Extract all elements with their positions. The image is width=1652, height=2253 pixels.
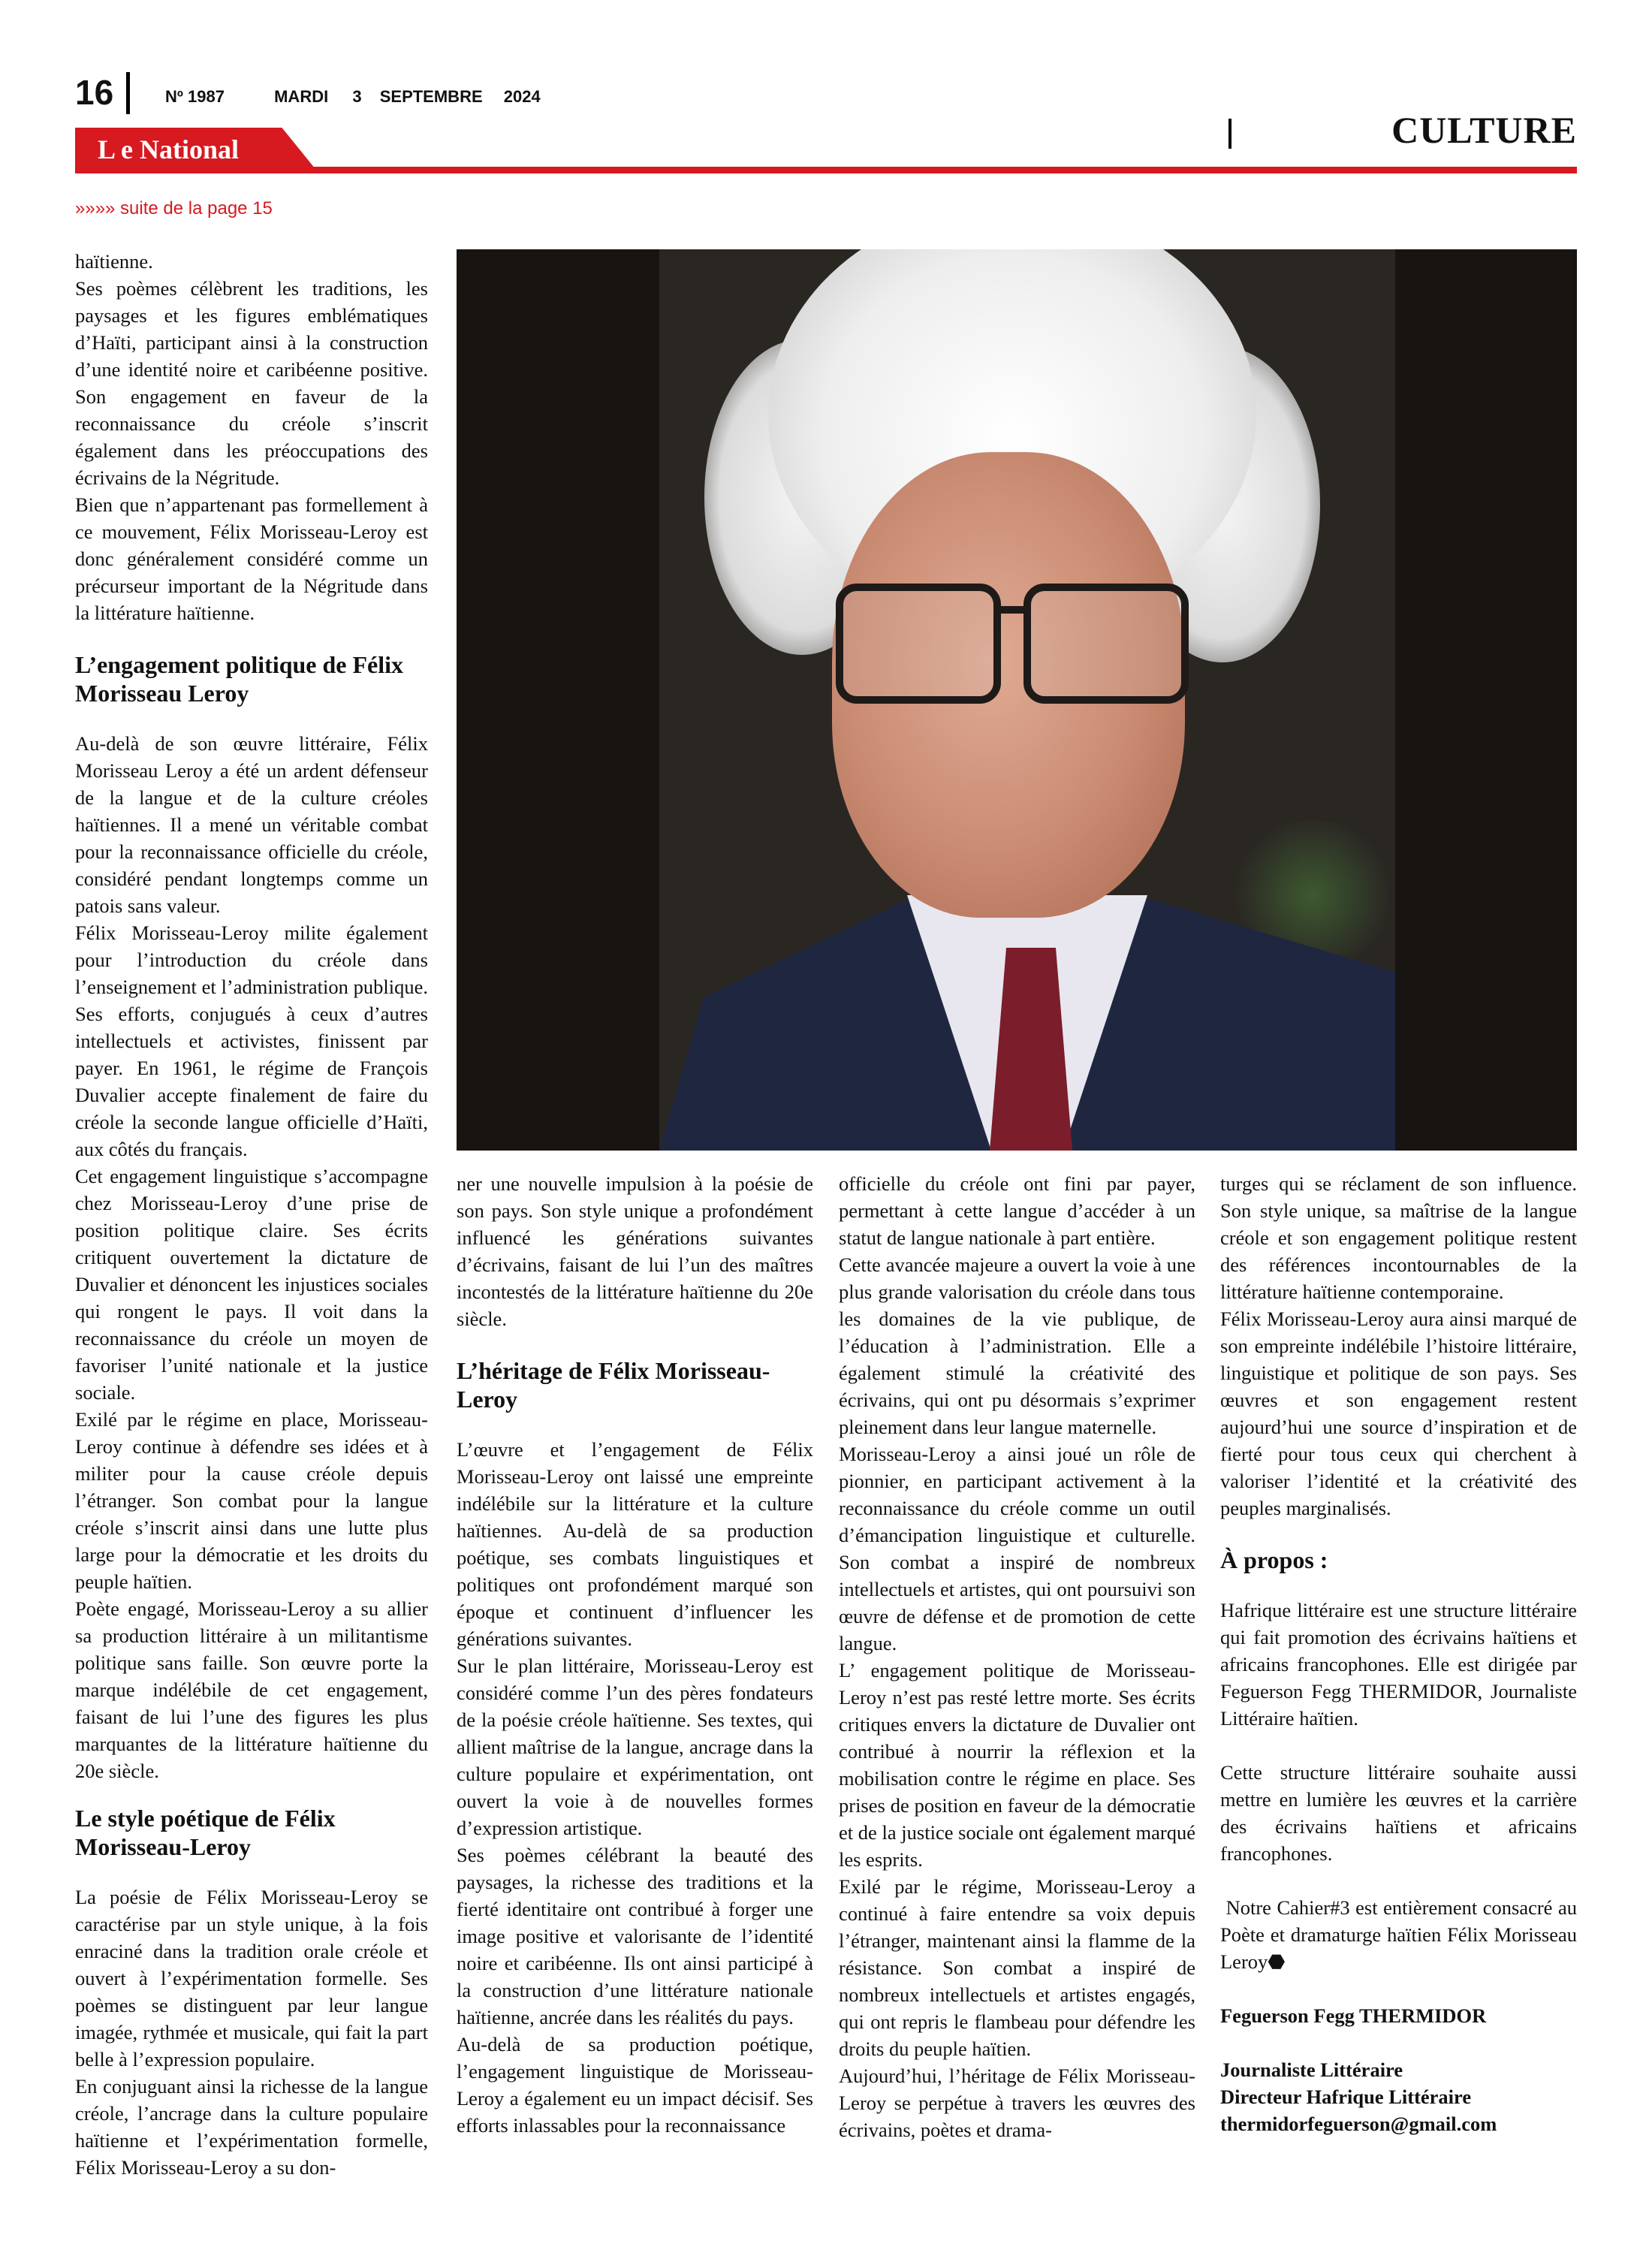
paragraph: Cette structure littéraire souhaite aussi mettre en lumière les œuvres et la carrière des écrivains haïtiens et africains francophones.: [1220, 1761, 1577, 1865]
header-divider: [126, 72, 130, 114]
paragraph: Au-delà de sa production poétique, l’engagement linguistique de Morisseau-Leroy a également eu un impact décisif. Ses efforts inlassables pour la reconnaissance: [457, 2033, 813, 2137]
article-column-2: [457, 1170, 813, 2139]
portrait-photo: [457, 249, 1577, 1151]
paragraph: Cette avancée majeure a ouvert la voie à une plus grande valorisation du créole dans tous les domaines de la vie publique, de l’éducation à l’administration. Elle a également stimulé la créativité des écrivains, qui ont pu désormais s’exprimer pleinement dans leur langue maternelle.: [839, 1253, 1195, 1438]
paragraph: Félix Morisseau-Leroy milite également pour l’introduction du créole dans l’enseignement et l’administration publique. Ses efforts, conjugués à ceux d’autres intellectuels et activistes, finissent par payer. En 1961, le régime de François Duvalier accepte finalement de faire du créole la seconde langue officielle d’Haïti, aux côtés du français.: [75, 921, 428, 1160]
paragraph: Morisseau-Leroy a ainsi joué un rôle de pionnier, en participant activement à la reconnaissance du créole comme un outil d’émancipation linguistique et culturelle. Son combat a inspiré de nombreux intellectuels et artistes, qui ont poursuivi son œuvre de défense et de promotion de cette langue.: [839, 1443, 1195, 1654]
newspaper-logo: L e National: [98, 134, 240, 164]
paragraph: Cet engagement linguistique s’accompagne chez Morisseau-Leroy d’une prise de position politique claire. Ses écrits critiquent ouvertement la dictature de Duvalier et dénoncent les injustices sociales qui rongent le pays. Il voit dans la reconnaissance du créole un moyen de favoriser l’unité nationale et la justice sociale.: [75, 1165, 428, 1404]
paragraph: Aujourd’hui, l’héritage de Félix Morisseau-Leroy se perpétue à travers les œuvres des écrivains, poètes et drama-: [839, 2064, 1195, 2141]
page-number: 16: [75, 73, 114, 112]
paragraph: La poésie de Félix Morisseau-Leroy se caractérise par un style unique, à la fois enraciné dans la tradition orale créole et ouvert à l’expérimentation formelle. Ses poèmes se distinguent par leur langue imagée, rythmée et musicale, qui fait la part belle à l’expression populaire.: [75, 1886, 428, 2071]
author-name: Feguerson Fegg THERMIDOR: [1220, 2004, 1487, 2027]
spacer: [1220, 1867, 1577, 1894]
issue-date-num: 3: [352, 87, 362, 106]
paragraph: Bien que n’appartenant pas formellement à ce mouvement, Félix Morisseau-Leroy est donc généralement considéré comme un précurseur important de la Négritude dans la littérature haïtienne.: [75, 493, 428, 624]
glasses-lens-right: [1023, 584, 1189, 704]
paragraph: Sur le plan littéraire, Morisseau-Leroy est considéré comme l’un des pères fondateurs de la poésie créole haïtienne. Ses textes, qui allient maîtrise de la langue, ancrage dans la culture populaire et expérimentation, ont ouvert la voie à de nouvelles formes d’expression artistique.: [457, 1654, 813, 1839]
article-column-1: [75, 248, 428, 2181]
glasses-lens-left: [836, 584, 1001, 704]
photo-glasses: [836, 584, 1189, 696]
section-title: CULTURE: [1391, 109, 1577, 151]
issue-number: Nº 1987: [165, 87, 225, 106]
paragraph: ner une nouvelle impulsion à la poésie de son pays. Son style unique a profondément influencé les générations suivantes d’écrivains, faisant de lui l’un des maîtres incontestés de la littérature haïtienne du 20e siècle.: [457, 1172, 813, 1330]
paragraph: Félix Morisseau-Leroy aura ainsi marqué de son empreinte indélébile l’histoire littéraire, linguistique et politique de son pays. Ses œuvres et son engagement restent aujourd’hui une source d’inspiration et de fierté pour tous ceux qui cherchent à valoriser l’identité et la créativité des peuples marginalisés.: [1220, 1307, 1577, 1519]
issue-month: SEPTEMBRE: [379, 87, 483, 106]
paragraph: turges qui se réclament de son influence. Son style unique, sa maîtrise de la langue créole et son engagement politique restent des références incontournables de la littérature haïtienne contemporaine.: [1220, 1172, 1577, 1303]
cahier-note: Notre Cahier#3 est entièrement consacré au Poète et dramaturge haïtien Félix Morisseau Leroy: [1220, 1896, 1578, 1973]
paragraph: haïtienne.: [75, 250, 153, 273]
subheading-about: À propos :: [1220, 1546, 1328, 1573]
spacer: [1220, 1975, 1577, 2002]
author-email: thermidorfeguerson@gmail.com: [1220, 2113, 1497, 2135]
author-role: Directeur Hafrique Littéraire: [1220, 2086, 1472, 2108]
paragraph: Ses poèmes célèbrent les traditions, les paysages et les figures emblématiques d’Haïti, participant ainsi à la construction d’une identité noire et caribéenne positive. Son engagement en faveur de la reconnaissance du créole s’inscrit également dans les préoccupations des écrivains de la Négritude.: [75, 277, 428, 489]
photo-background: [659, 249, 1395, 1151]
spacer: [1220, 2029, 1577, 2056]
issue-day: MARDI: [274, 87, 329, 106]
header-rule: [75, 167, 1577, 173]
paragraph: officielle du créole ont fini par payer, permettant à cette langue d’accéder à un statut de langue nationale à part entière.: [839, 1172, 1195, 1249]
author-title: Journaliste Littéraire: [1220, 2058, 1403, 2081]
spacer: [1220, 1732, 1577, 1759]
subheading-legacy: L’héritage de Félix Morisseau-Leroy: [457, 1357, 770, 1413]
subheading-poetic-style: Le style poétique de Félix Morisseau-Leroy: [75, 1805, 336, 1860]
glasses-bridge: [997, 606, 1027, 614]
paragraph: Exilé par le régime, Morisseau-Leroy a continué à faire entendre sa voix depuis l’étranger, maintenant ainsi la flamme de la résistance. Son combat a inspiré de nombreux intellectuels et artistes engagés, qui ont repris le flambeau pour défendre les droits du peuple haïtien.: [839, 1875, 1195, 2060]
continuation-note: »»»» suite de la page 15: [75, 198, 273, 219]
paragraph: En conjuguant ainsi la richesse de la langue créole, l’ancrage dans la culture populaire haïtienne et l’expérimentation formelle, Félix Morisseau-Leroy a su don-: [75, 2075, 428, 2179]
paragraph: L’œuvre et l’engagement de Félix Morisseau-Leroy ont laissé une empreinte indélébile sur la littérature et la culture haïtiennes. Au-delà de sa production poétique, ses combats linguistiques et politiques ont profondément marqué son époque et continuent d’influencer les générations suivantes.: [457, 1438, 813, 1650]
end-mark-icon: ⬣: [1268, 1950, 1286, 1973]
article-column-3: [839, 1170, 1195, 2143]
paragraph: L’ engagement politique de Morisseau-Leroy n’est pas resté lettre morte. Ses écrits critiques envers la dictature de Duvalier ont contribué à nourrir la réflexion et la mobilisation contre le régime en place. Ses prises de position en faveur de la démocratie et de la justice sociale ont également marqué les esprits.: [839, 1659, 1195, 1871]
paragraph: [1220, 1894, 1577, 1975]
subheading-political-engagement: L’engagement politique de Félix Morisseau Leroy: [75, 651, 404, 707]
issue-date-line: [165, 87, 586, 107]
issue-year: 2024: [503, 87, 541, 106]
paragraph: Hafrique littéraire est une structure littéraire qui fait promotion des écrivains haïtiens et africains francophones. Elle est dirigée par Feguerson Fegg THERMIDOR, Journaliste Littéraire haïtien.: [1220, 1599, 1577, 1730]
section-divider: [1228, 119, 1231, 149]
paragraph: Poète engagé, Morisseau-Leroy a su allier sa production littéraire à un militantisme politique sans faille. Son œuvre porte la marque indélébile de cet engagement, faisant de lui l’une des figures les plus marquantes de la littérature haïtienne du 20e siècle.: [75, 1597, 428, 1782]
paragraph: Ses poèmes célébrant la beauté des paysages, la richesse des traditions et la fierté identitaire ont contribué à forger une image positive et valorisante de l’identité noire et caribéenne. Ils ont ainsi participé à la construction d’une littérature nationale haïtienne, ancrée dans les réalités du pays.: [457, 1844, 813, 2028]
paragraph: Exilé par le régime en place, Morisseau-Leroy continue à défendre ses idées et à militer pour la cause créole depuis l’étranger. Son combat pour la langue créole s’inscrit ainsi dans une lutte plus large pour la démocratie et les droits du peuple haïtien.: [75, 1408, 428, 1593]
paragraph: Au-delà de son œuvre littéraire, Félix Morisseau Leroy a été un ardent défenseur de la langue et de la culture créoles haïtiennes. Il a mené un véritable combat pour la reconnaissance officielle du créole, considéré pendant longtemps comme un patois sans valeur.: [75, 732, 428, 917]
article-column-4: [1220, 1170, 1577, 2137]
